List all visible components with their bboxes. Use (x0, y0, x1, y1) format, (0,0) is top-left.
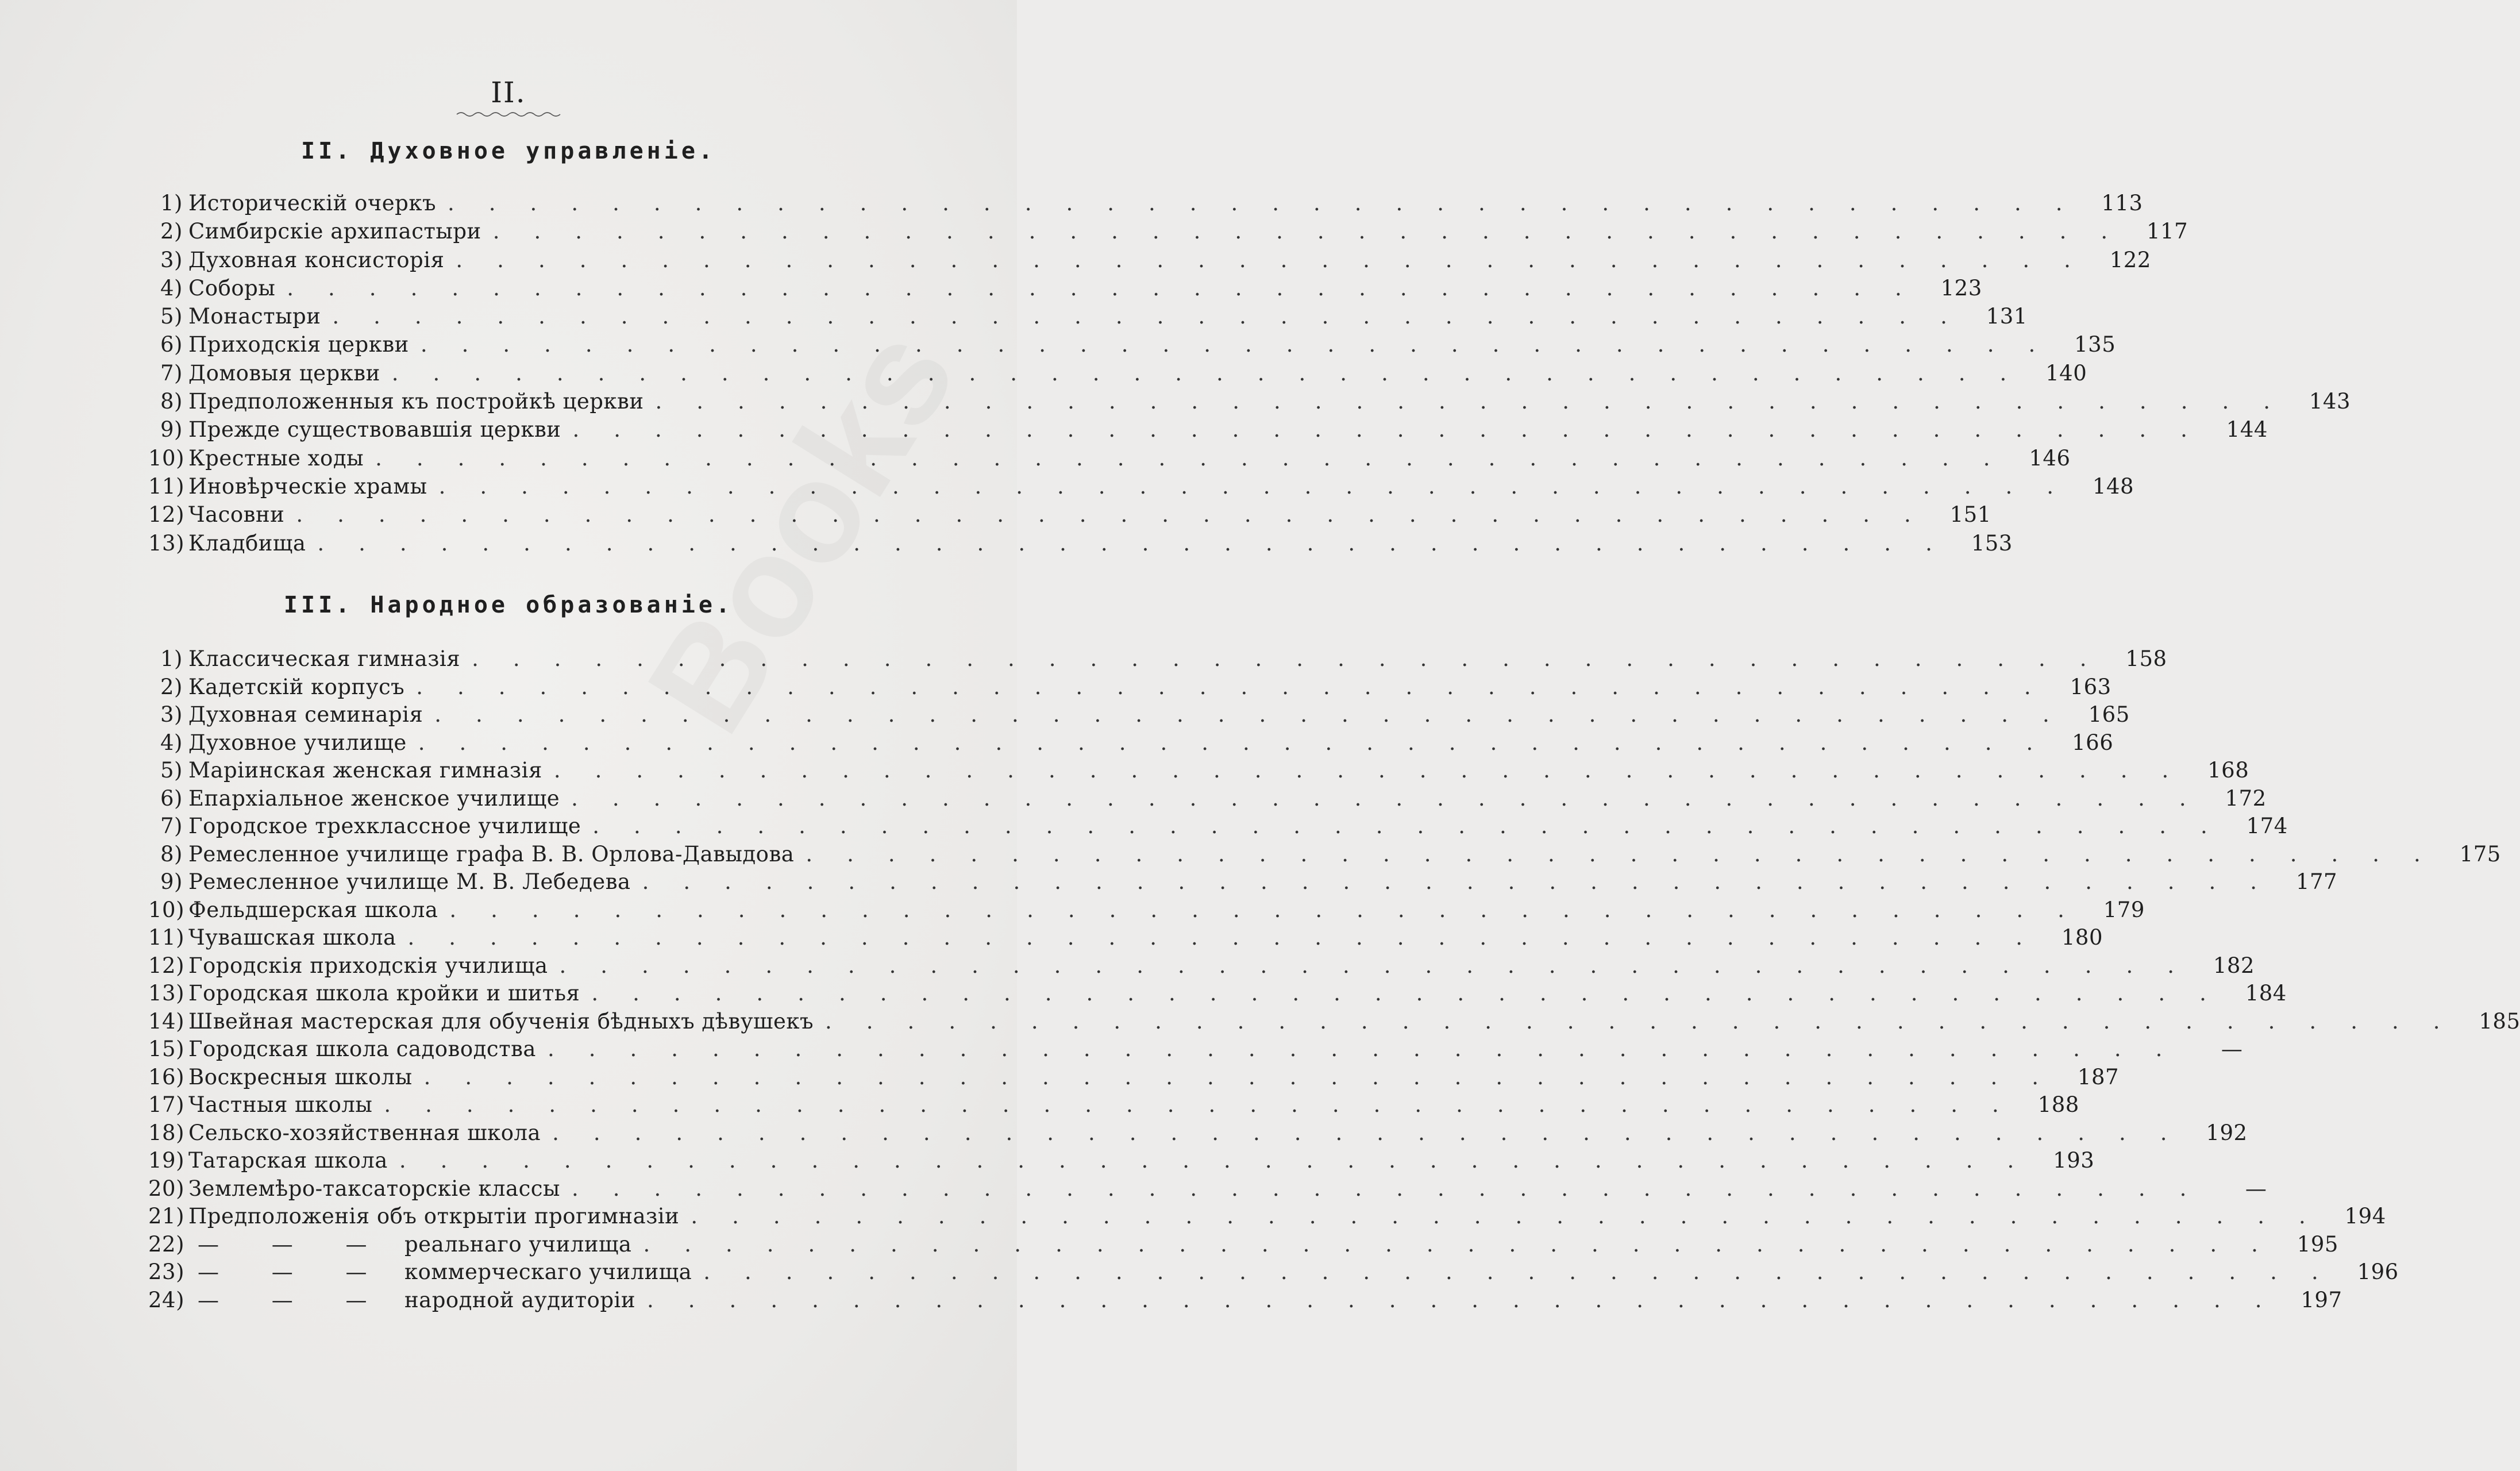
toc-entry-title: Крестные ходы (188, 445, 364, 471)
toc-entry (148, 360, 2087, 389)
toc-entry-page: 165 (2088, 702, 2130, 727)
toc-entry-page: 146 (2029, 445, 2071, 471)
toc-entry-number: 7) (160, 814, 183, 838)
toc-dot-leader: ........................................ (332, 304, 1982, 329)
toc-dot-leader: ........................................ (559, 953, 2209, 978)
toc-entry-title: Воскресныя школы (188, 1064, 413, 1089)
toc-entry-page: 196 (2357, 1260, 2399, 1284)
toc-dot-leader: ........................................ (806, 841, 2455, 867)
toc-entry-number: 20) (148, 1176, 185, 1201)
toc-entry-page: — (2245, 1176, 2267, 1201)
toc-dot-leader: ........................................ (384, 1092, 2033, 1117)
toc-entry-page: 163 (2070, 674, 2111, 699)
toc-entry-number: 13) (148, 981, 185, 1006)
toc-entry-title: Приходскія церкви (188, 332, 409, 357)
toc-entry-page: 172 (2225, 785, 2267, 811)
toc-entry-page: 192 (2206, 1120, 2248, 1145)
toc-entry (148, 1287, 2342, 1316)
toc-entry-number: 3) (160, 702, 183, 727)
toc-entry-number: 10) (148, 445, 185, 471)
toc-entry-number: 2) (160, 219, 183, 244)
toc-dot-leader: ........................................ (407, 925, 2057, 950)
toc-entry-title: Швейная мастерская для обученія бѣдныхъ дѣвушекъ (188, 1008, 814, 1034)
toc-entry (148, 925, 2103, 953)
toc-dot-leader: ........................................ (448, 191, 2097, 215)
toc-entry-number: 13) (148, 530, 185, 556)
toc-entry-title: народной аудиторіи (404, 1287, 636, 1312)
toc-dot-leader: ........................................ (592, 814, 2242, 838)
toc-dot-leader: ........................................ (642, 869, 2292, 894)
toc-entry-page: 184 (2245, 981, 2287, 1006)
toc-entry-page: 193 (2053, 1148, 2095, 1173)
toc-dot-leader: ........................................ (375, 445, 2025, 471)
toc-entry-number: 2) (160, 674, 183, 699)
toc-entry-title: Историческій очеркъ (188, 191, 437, 215)
toc-dot-leader: ........................................ (547, 1037, 2197, 1061)
toc-entry (148, 897, 2145, 926)
toc-entry (148, 841, 2501, 870)
toc-entry (148, 953, 2255, 981)
toc-entry (148, 758, 2249, 786)
toc-entry-page: 195 (2296, 1231, 2338, 1257)
toc-entry-page: 188 (2037, 1092, 2079, 1117)
toc-entry (148, 304, 2028, 332)
toc-dot-leader: ........................................ (418, 730, 2068, 755)
toc-dot-leader: ........................................ (825, 1008, 2475, 1034)
toc-dot-leader: ........................................ (449, 897, 2099, 922)
toc-entry (148, 473, 2134, 502)
toc-dot-leader: ........................................ (287, 275, 1936, 301)
toc-entry-title: Маріинская женская гимназія (188, 758, 542, 783)
toc-entry-number: 10) (148, 897, 185, 922)
toc-entry-page: 148 (2092, 473, 2134, 499)
toc-entry-title: Предположенія объ открытіи прогимназіи (188, 1204, 680, 1229)
toc-entry-number: 6) (160, 785, 183, 811)
toc-entry-page: 168 (2207, 758, 2249, 783)
toc-entry-title: Частныя школы (188, 1092, 373, 1117)
toc-entry-number: 8) (160, 841, 183, 867)
toc-entry-number: 15) (148, 1037, 185, 1061)
toc-dot-leader: ........................................ (571, 1176, 2221, 1201)
toc-dot-leader: ........................................ (296, 502, 1945, 527)
toc-entry-title: коммерческаго училища (404, 1260, 692, 1284)
toc-entry (148, 191, 2143, 219)
toc-entry-number: 14) (148, 1008, 185, 1034)
toc-entry-page: 117 (2147, 219, 2188, 244)
toc-entry-page: 135 (2074, 332, 2116, 357)
toc-entry-number: 1) (160, 191, 183, 215)
toc-entry-title: Духовное училище (188, 730, 407, 755)
toc-entry-page: 179 (2103, 897, 2145, 922)
toc-entry-title: Предположенныя къ постройкѣ церкви (188, 389, 644, 414)
toc-entry (148, 646, 2167, 675)
toc-dot-leader: ........................................ (571, 785, 2221, 811)
toc-entry-number: 21) (148, 1204, 185, 1229)
toc-dot-leader: ........................................ (553, 758, 2203, 783)
toc-entry-title: Ремесленное училище М. В. Лебедева (188, 869, 631, 894)
toc-entry (148, 502, 1991, 530)
toc-dot-leader: ........................................ (416, 674, 2066, 699)
toc-entry-page: 151 (1949, 502, 1991, 527)
toc-entry (148, 1037, 2243, 1065)
toc-entry-page: 185 (2479, 1008, 2520, 1034)
toc-dot-leader: ........................................ (655, 389, 2305, 414)
toc-entry (148, 247, 2151, 276)
toc-dot-leader: ........................................ (399, 1148, 2049, 1173)
toc-entry (148, 1148, 2095, 1176)
toc-entry-title: Городскія приходскія училища (188, 953, 548, 978)
toc-dot-leader: ........................................ (420, 332, 2070, 357)
toc-dot-leader: ........................................ (317, 530, 1967, 556)
toc-entry-page: — (2221, 1037, 2243, 1061)
toc-dot-leader: ........................................ (391, 360, 2041, 386)
toc-entry-number: 12) (148, 502, 185, 527)
toc-entry (148, 219, 2188, 247)
toc-entry-title: Симбирскіе архипастыри (188, 219, 481, 244)
toc-entry (148, 1064, 2120, 1093)
toc-entry-number: 6) (160, 332, 183, 357)
toc-entry-number: 9) (160, 417, 183, 442)
toc-entry-number: 9) (160, 869, 183, 894)
toc-entry (148, 389, 2351, 417)
toc-entry-number: 5) (160, 758, 183, 783)
toc-entry (148, 869, 2338, 898)
toc-entry-title: Чувашская школа (188, 925, 396, 950)
toc-entry-page: 123 (1940, 275, 1982, 301)
toc-entry (148, 1092, 2079, 1120)
toc-entry-number: 17) (148, 1092, 185, 1117)
toc-entry-title: Монастыри (188, 304, 321, 329)
toc-entry-page: 144 (2226, 417, 2268, 442)
toc-entry-page: 174 (2246, 814, 2288, 838)
toc-entry-number: 1) (160, 646, 183, 671)
toc-dot-leader: ........................................ (492, 219, 2143, 244)
toc-entry-title: Землемѣро-таксаторскіе классы (188, 1176, 560, 1201)
toc-list-spiritual-administration (148, 191, 2351, 559)
toc-entry-page: 122 (2109, 247, 2151, 272)
toc-entry-title: Иновѣрческіе храмы (188, 473, 427, 499)
toc-entry-title: Городская школа кройки и шитья (188, 981, 580, 1006)
toc-dot-leader: ........................................ (591, 981, 2241, 1006)
toc-entry (148, 1176, 2267, 1204)
toc-entry-number: 4) (160, 730, 183, 755)
toc-entry (148, 417, 2268, 445)
toc-entry-title: Кадетскій корпусъ (188, 674, 405, 699)
toc-entry-title: Духовная семинарія (188, 702, 423, 727)
toc-entry-title: реальнаго училища (404, 1231, 632, 1257)
toc-entry-number: 18) (148, 1120, 185, 1145)
toc-entry-title: Городское трехклассное училище (188, 814, 581, 838)
toc-entry-title: Епархіальное женское училище (188, 785, 560, 811)
toc-entry (148, 702, 2130, 730)
toc-entry (148, 332, 2116, 360)
toc-entry-title: Классическая гимназія (188, 646, 461, 671)
toc-entry-number: 22) (148, 1231, 185, 1257)
toc-entry (148, 674, 2111, 703)
toc-entry-page: 182 (2213, 953, 2255, 978)
toc-entry-title: Кладбища (188, 530, 306, 556)
toc-entry-page: 194 (2344, 1204, 2386, 1229)
toc-entry-ditto-dashes: — — — (198, 1287, 390, 1312)
toc-entry-title: Ремесленное училище графа В. В. Орлова-Давыдова (188, 841, 795, 867)
toc-entry-title: Домовыя церкви (188, 360, 380, 386)
toc-dot-leader: ........................................ (434, 702, 2084, 727)
toc-entry-number: 19) (148, 1148, 185, 1173)
section-title-public-education: III. Народное образованіе. (283, 592, 734, 618)
toc-list-public-education (148, 646, 2520, 1315)
toc-entry (148, 1260, 2399, 1288)
toc-entry-title: Часовни (188, 502, 285, 527)
toc-entry-page: 180 (2061, 925, 2103, 950)
toc-entry-number: 24) (148, 1287, 185, 1312)
toc-dot-leader: ........................................ (647, 1287, 2296, 1312)
toc-entry (148, 981, 2287, 1009)
ornament-flourish (457, 110, 560, 118)
toc-entry-page: 153 (1971, 530, 2013, 556)
toc-entry-number: 12) (148, 953, 185, 978)
toc-entry (148, 275, 1982, 304)
toc-entry-ditto-dashes: — — — (198, 1231, 390, 1257)
toc-entry-page: 131 (1986, 304, 2028, 329)
toc-dot-leader: ........................................ (703, 1260, 2353, 1284)
toc-dot-leader: ........................................ (552, 1120, 2202, 1145)
toc-entry (148, 530, 2013, 559)
toc-entry-number: 11) (148, 473, 185, 499)
toc-entry-title: Фельдшерская школа (188, 897, 438, 922)
toc-entry-page: 197 (2301, 1287, 2342, 1312)
toc-entry-page: 143 (2309, 389, 2351, 414)
toc-entry-title: Соборы (188, 275, 276, 301)
toc-entry-page: 187 (2077, 1064, 2120, 1089)
toc-entry-title: Духовная консисторія (188, 247, 445, 272)
toc-entry-ditto-dashes: — — — (198, 1260, 390, 1284)
toc-entry (148, 814, 2288, 842)
toc-entry-title: Сельско-хозяйственная школа (188, 1120, 541, 1145)
toc-dot-leader: ........................................ (572, 417, 2222, 442)
toc-entry-title: Татарская школа (188, 1148, 388, 1173)
toc-entry-page: 140 (2045, 360, 2087, 386)
toc-entry-number: 16) (148, 1064, 185, 1089)
toc-entry (148, 445, 2071, 474)
toc-entry-number: 3) (160, 247, 183, 272)
toc-dot-leader: ........................................ (691, 1204, 2340, 1229)
toc-entry (148, 1120, 2248, 1149)
toc-entry-page: 113 (2101, 191, 2143, 215)
toc-entry-page: 177 (2295, 869, 2338, 894)
toc-dot-leader: ........................................ (472, 646, 2121, 671)
toc-dot-leader: ........................................ (456, 247, 2105, 272)
toc-entry-page: 158 (2125, 646, 2167, 671)
toc-entry-number: 7) (160, 360, 183, 386)
toc-entry (148, 1204, 2386, 1232)
toc-entry-page: 166 (2072, 730, 2114, 755)
section-title-spiritual-administration: II. Духовное управленіе. (301, 138, 716, 164)
toc-entry-page: 175 (2459, 841, 2501, 867)
page-number: II. (491, 76, 526, 109)
toc-entry (148, 785, 2267, 814)
toc-dot-leader: ........................................ (423, 1064, 2074, 1089)
toc-entry (148, 730, 2114, 758)
toc-entry-title: Прежде существовавшія церкви (188, 417, 561, 442)
toc-dot-leader: ........................................ (438, 473, 2089, 499)
toc-entry-number: 4) (160, 275, 183, 301)
toc-entry-number: 23) (148, 1260, 185, 1284)
toc-entry (148, 1231, 2338, 1260)
toc-dot-leader: ........................................ (643, 1231, 2292, 1257)
toc-entry-title: Городская школа садоводства (188, 1037, 536, 1061)
toc-entry-number: 8) (160, 389, 183, 414)
toc-entry-number: 11) (148, 925, 185, 950)
toc-entry (148, 1008, 2520, 1037)
toc-entry-number: 5) (160, 304, 183, 329)
